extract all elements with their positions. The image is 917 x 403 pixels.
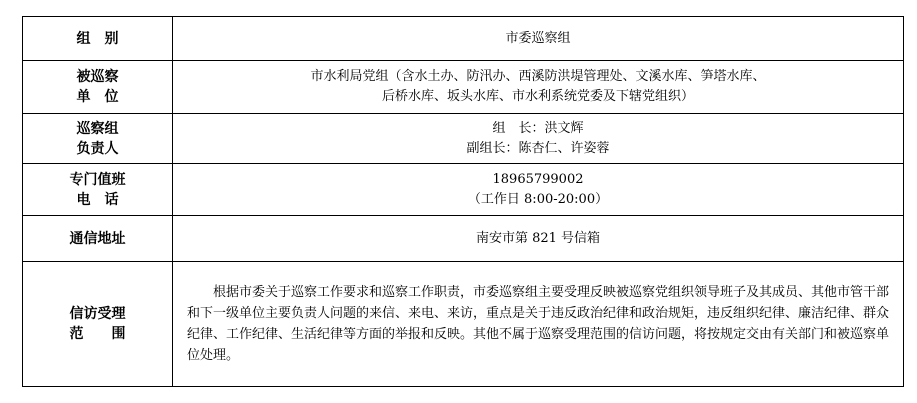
value-inspected-unit bbox=[173, 61, 903, 113]
label-address bbox=[23, 216, 173, 261]
label-hotline-line2: 电 话 bbox=[76, 191, 119, 208]
label-scope-line1: 信访受理 bbox=[69, 306, 126, 322]
label-inspected-unit bbox=[23, 61, 173, 113]
row-hotline bbox=[23, 163, 903, 215]
value-address bbox=[173, 216, 903, 261]
label-leader-line1: 巡察组 bbox=[76, 120, 119, 137]
label-inspected-unit-line2: 单 位 bbox=[76, 89, 119, 105]
hotline-phone-number: 18965799002 bbox=[492, 171, 584, 187]
label-group-text: 组 别 bbox=[76, 30, 119, 47]
value-hotline bbox=[173, 164, 903, 215]
inspection-info-table bbox=[22, 16, 904, 387]
value-leader-line1: 组 长：洪文辉 bbox=[492, 120, 584, 136]
mailbox-address: 南安市第 821 号信箱 bbox=[475, 230, 601, 246]
row-address bbox=[23, 215, 903, 261]
value-inspected-unit-line2: 后桥水库、坂头水库、市水利系统党委及下辖党组织） bbox=[381, 89, 694, 104]
label-scope bbox=[23, 262, 173, 386]
value-scope bbox=[173, 262, 903, 386]
label-leader-line2: 负责人 bbox=[76, 140, 119, 157]
hotline-hours: （工作日 8:00-20:00） bbox=[467, 191, 609, 207]
row-group bbox=[23, 17, 903, 60]
row-inspected-unit bbox=[23, 60, 903, 113]
label-scope-line2: 范 围 bbox=[69, 326, 126, 342]
value-group-text: 市委巡察组 bbox=[505, 30, 571, 46]
label-hotline-line1: 专门值班 bbox=[69, 171, 126, 188]
label-group bbox=[23, 17, 173, 60]
label-leader bbox=[23, 114, 173, 163]
value-inspected-unit-line1: 市水利局党组（含水土办、防汛办、西溪防洪堤管理处、文溪水库、笋塔水库、 bbox=[310, 69, 766, 84]
value-group bbox=[173, 17, 903, 60]
label-inspected-unit-line1: 被巡察 bbox=[76, 69, 119, 85]
row-leader bbox=[23, 113, 903, 163]
label-address-text: 通信地址 bbox=[69, 230, 126, 247]
scope-paragraph: 根据市委关于巡察工作要求和巡察工作职责，市委巡察组主要受理反映被巡察党组织领导班子及其成员、其他市管干部和下一级单位主要负责人问题的来信、来电、来访，重点是关于违反政治纪律和政治规矩，违反组织纪律、廉洁纪律、群众纪律、工作纪律、生活纪律等方面的举报和反映。其他不属于巡察受理范围的信访问题，将按规定交由有关部门和被巡察单位处理。 bbox=[187, 285, 890, 363]
label-hotline bbox=[23, 164, 173, 215]
row-scope bbox=[23, 261, 903, 386]
value-leader-line2: 副组长：陈杏仁、许姿蓉 bbox=[466, 140, 610, 156]
value-leader bbox=[173, 114, 903, 163]
